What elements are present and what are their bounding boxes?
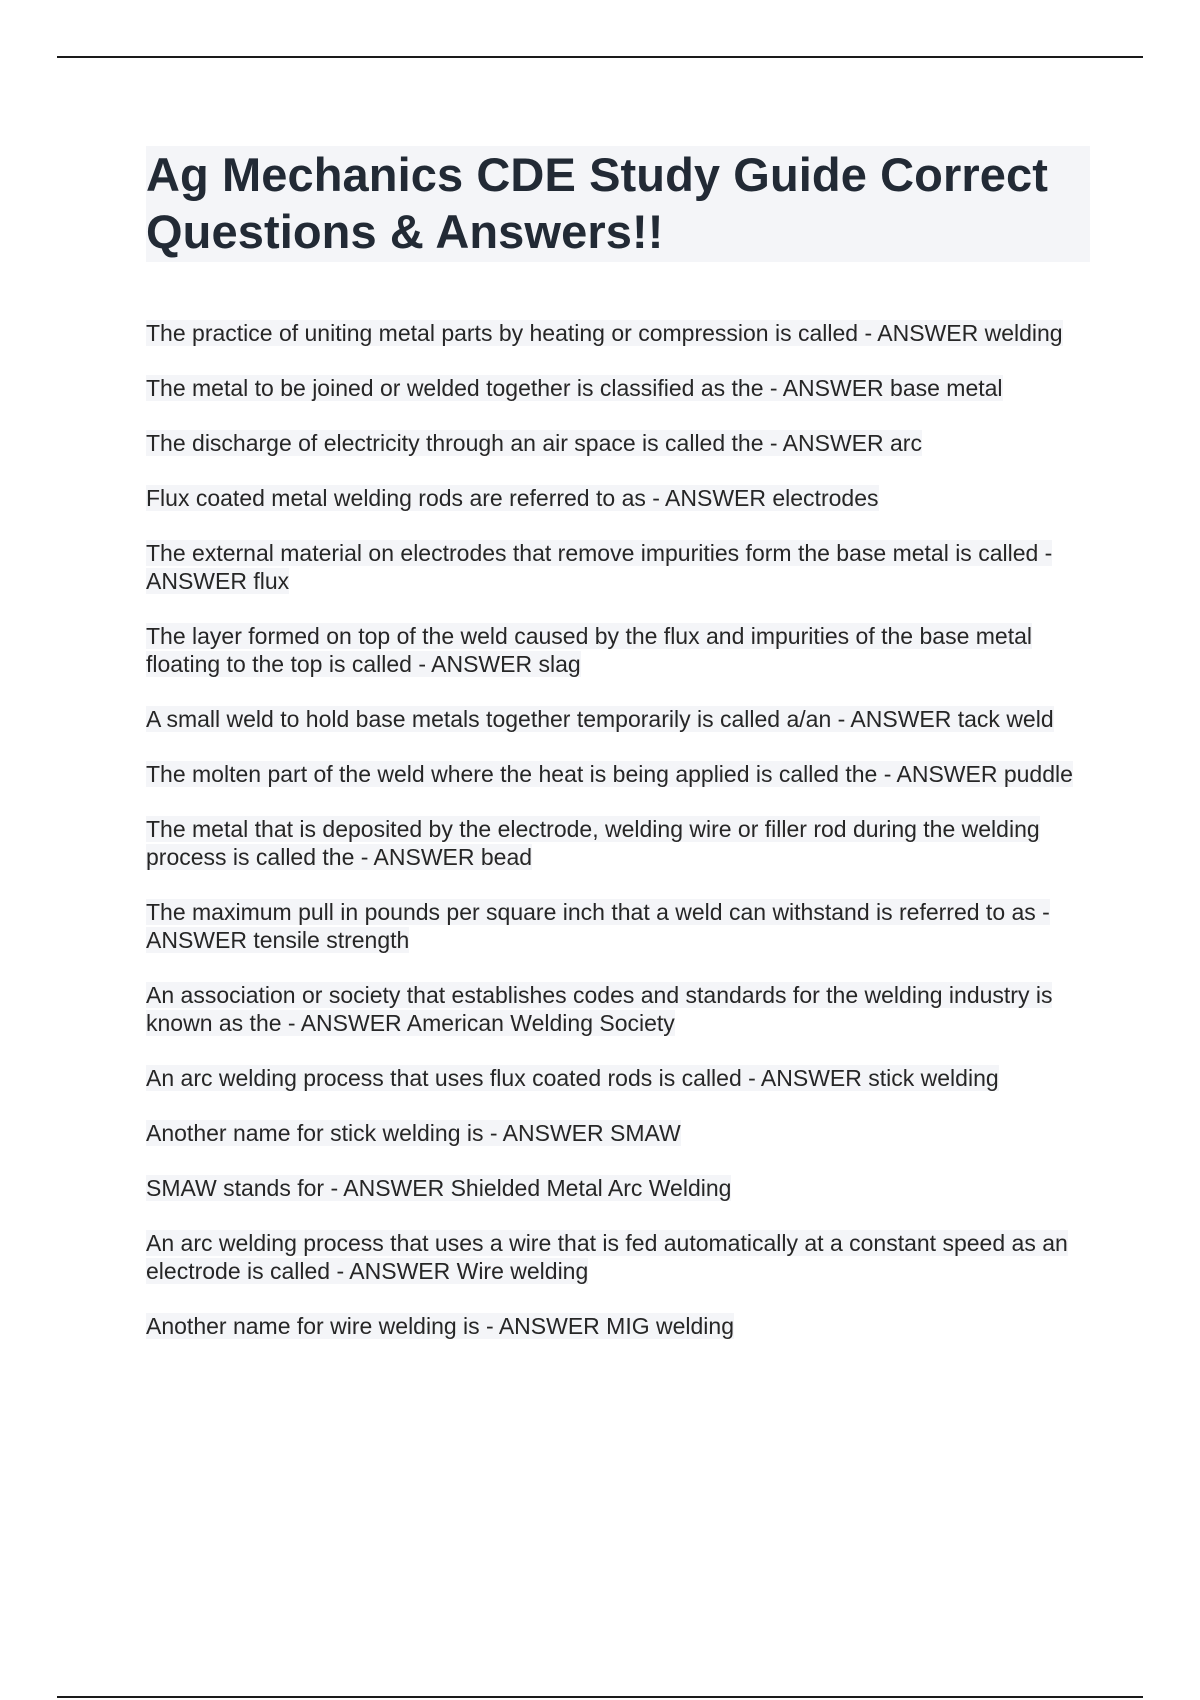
qa-text: The external material on electrodes that remove impurities form the base metal is called - ANSWER flux [146, 540, 1053, 594]
qa-item [146, 622, 1090, 678]
qa-text: The practice of uniting metal parts by heating or compression is called - ANSWER welding [146, 320, 1063, 346]
qa-text: Another name for stick welding is - ANSWER SMAW [146, 1120, 681, 1146]
qa-text: Flux coated metal welding rods are referred to as - ANSWER electrodes [146, 485, 879, 511]
qa-item [146, 374, 1090, 402]
qa-item [146, 429, 1090, 457]
qa-text: An arc welding process that uses flux coated rods is called - ANSWER stick welding [146, 1065, 999, 1091]
qa-item [146, 705, 1090, 733]
header-rule [57, 56, 1143, 58]
qa-text: The molten part of the weld where the heat is being applied is called the - ANSWER puddle [146, 761, 1073, 787]
page-title: Ag Mechanics CDE Study Guide Correct Questions & Answers!! [146, 148, 1048, 258]
qa-item [146, 539, 1090, 595]
qa-item [146, 319, 1090, 347]
qa-text: An association or society that establishes codes and standards for the welding industry is known as the - ANSWER American Welding Society [146, 982, 1053, 1036]
qa-list [146, 319, 1090, 1340]
qa-item [146, 981, 1090, 1037]
qa-item [146, 1064, 1090, 1092]
qa-item [146, 1312, 1090, 1340]
qa-text: An arc welding process that uses a wire that is fed automatically at a constant speed as an electrode is called - ANSWER Wire welding [146, 1230, 1068, 1284]
qa-text: The discharge of electricity through an air space is called the - ANSWER arc [146, 430, 922, 456]
document-body [146, 146, 1090, 1367]
qa-text: A small weld to hold base metals together temporarily is called a/an - ANSWER tack weld [146, 706, 1054, 732]
qa-item [146, 1174, 1090, 1202]
qa-item [146, 815, 1090, 871]
footer-rule [57, 1696, 1143, 1698]
qa-text: The maximum pull in pounds per square inch that a weld can withstand is referred to as - ANSWER tensile strength [146, 899, 1050, 953]
qa-text: Another name for wire welding is - ANSWER MIG welding [146, 1313, 734, 1339]
qa-item [146, 760, 1090, 788]
qa-item [146, 898, 1090, 954]
qa-text: The layer formed on top of the weld caused by the flux and impurities of the base metal floating to the top is called - ANSWER slag [146, 623, 1032, 677]
qa-text: The metal to be joined or welded together is classified as the - ANSWER base metal [146, 375, 1003, 401]
title-block [146, 146, 1090, 262]
qa-item [146, 1229, 1090, 1285]
qa-text: SMAW stands for - ANSWER Shielded Metal Arc Welding [146, 1175, 732, 1201]
qa-item [146, 1119, 1090, 1147]
qa-text: The metal that is deposited by the electrode, welding wire or filler rod during the welding process is called the - ANSWER bead [146, 816, 1040, 870]
qa-item [146, 484, 1090, 512]
